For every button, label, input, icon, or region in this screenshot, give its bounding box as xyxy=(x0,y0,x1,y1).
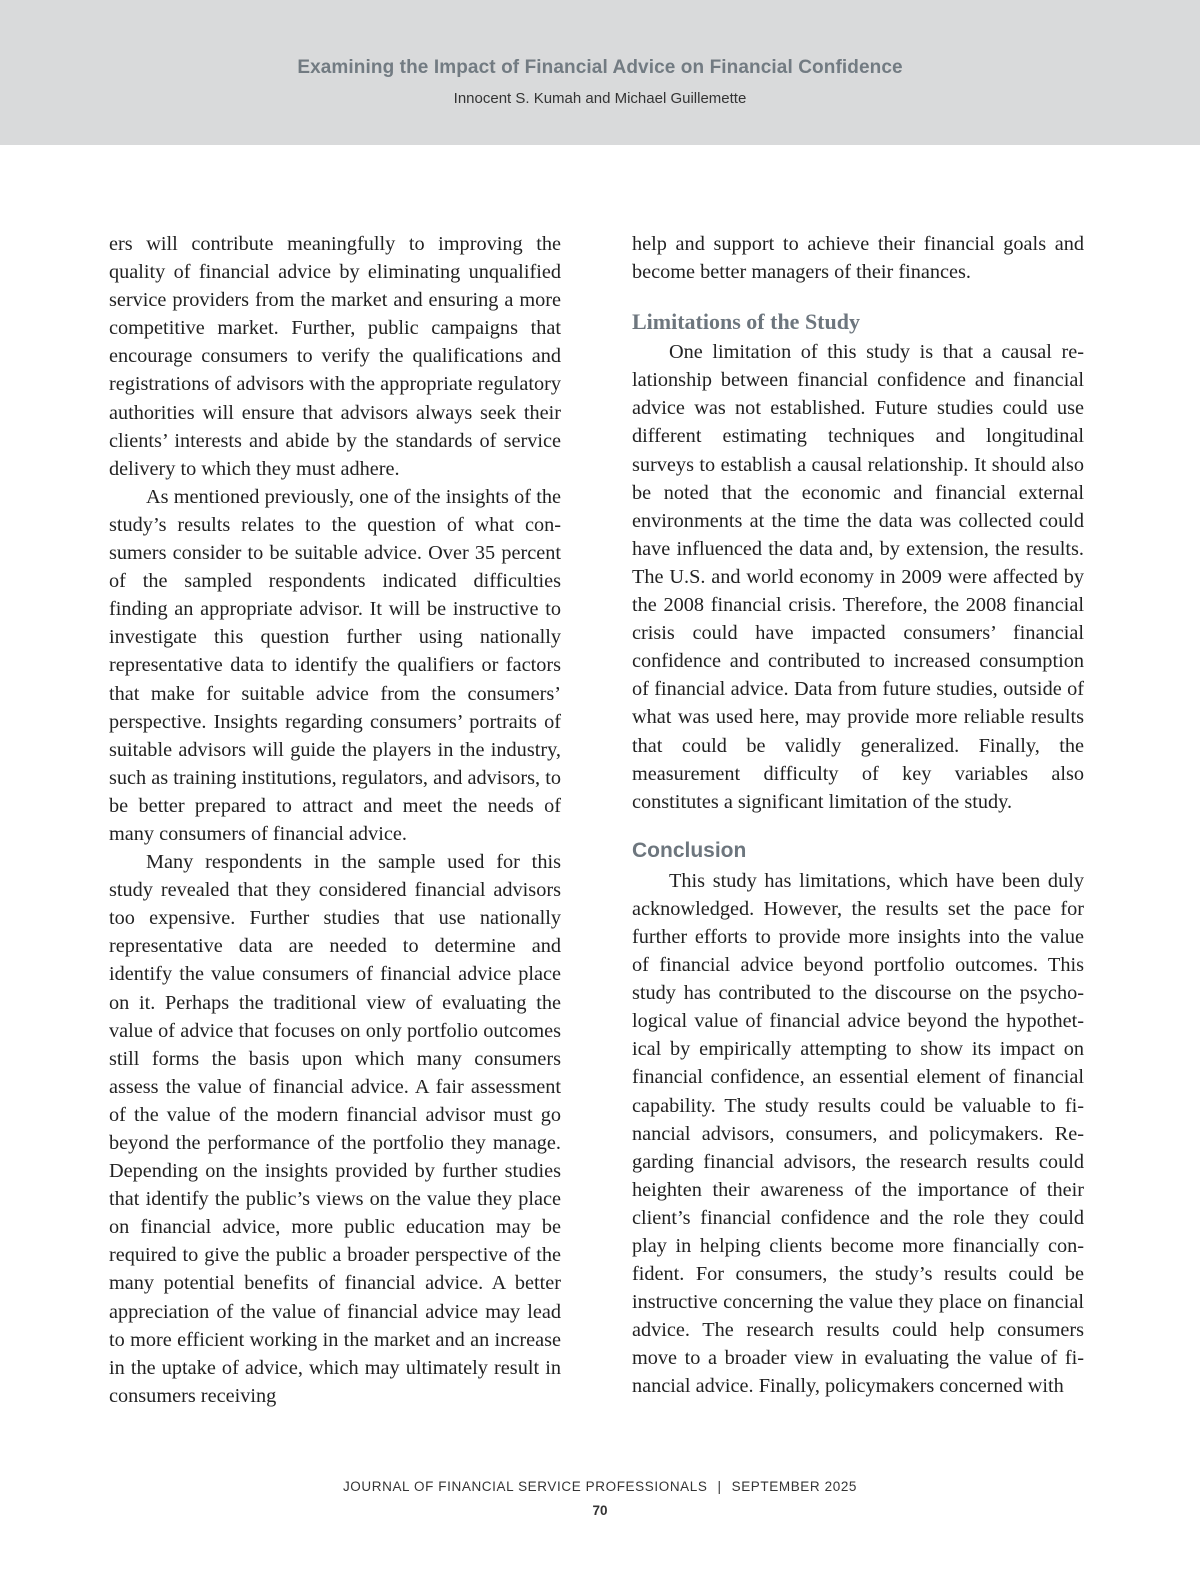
limitations-heading: Limitations of the Study xyxy=(632,309,860,335)
journal-name: JOURNAL OF FINANCIAL SERVICE PROFESSIONALS xyxy=(342,1479,708,1494)
paragraph-conclusion: This study has limitations, which have been duly acknowledged. However, the results set the pace for further efforts to provide more insights into the value of financial advice beyond portfolio outcomes. This study has contributed to the discourse on the psychological value of financial advice beyond the hypothetical by empirically attempting to show its impact on financial confidence, an essential element of financial capability. The study results could be valuable to financial advisors, consumers, and policymakers. Regarding financial advisors, the research results could heighten their awareness of the importance of their client’s financial confidence and the role they could play in helping clients become more financially confident. For consumers, the study’s results could be instructive concerning the value they place on financial advice. The research results could help consumers move to a broader view in evaluating the value of financial advice. Finally, policymakers concerned with xyxy=(632,869,1084,1398)
paragraph-limitations: One limitation of this study is that a causal relationship between financial confidence and financial advice was not established. Future studies could use different estimating techniques and longitudinal surveys to establish a causal relationship. It should also be noted that the economic and financial external environments at the time the data was collected could have influenced the data and, by extension, the results. The U.S. and world economy in 2009 were affected by the 2008 financial crisis. Therefore, the 2008 financial crisis could have impacted consumers’ financial confidence and contributed to increased consumption of financial advice. Data from future studies, outside of what was used here, may provide more reliable results that could be validly generalized. Finally, the measurement difficulty of key variables also constitutes a significant limitation of the study. xyxy=(632,341,1084,813)
running-header xyxy=(0,0,1200,145)
page-number: 70 xyxy=(592,1503,608,1518)
paragraph-continuation-right: help and support to achieve their financial goals and become better managers of their finances. xyxy=(632,233,1084,284)
article-title: Examining the Impact of Financial Advice on Financial Confidence xyxy=(297,57,903,78)
right-column xyxy=(632,230,1084,1401)
left-column xyxy=(109,230,561,1410)
article-authors: Innocent S. Kumah and Michael Guillemette xyxy=(453,90,747,107)
paragraph-continuation: ers will contribute meaningfully to improving the quality of financial advice by eliminating unqualified service providers from the market and ensuring a more competitive market. Further, public campaigns that encourage consumers to verify the qualifications and registrations of advisors with the appropriate regulatory authorities will ensure that advisors always seek their clients’ interests and abide by the standards of service delivery to which they must adhere. xyxy=(109,233,561,480)
conclusion-heading: Conclusion xyxy=(632,838,747,862)
paragraph-advisor-cost: Many respondents in the sample used for this study revealed that they considered financial advisors too expensive. Further studies that use nationally representative data are needed to determine and identify the value consumers of financial advice place on it. Perhaps the traditional view of evaluating the value of advice that focuses on only portfolio outcomes still forms the basis upon which many consumers assess the value of financial advice. A fair assessment of the value of the modern financial advisor must go beyond the performance of the portfolio they manage. Depending on the insights provided by further studies that identify the public’s views on the value they place on financial advice, more public education may be required to give the public a broader perspective of the many potential benefits of financial advice. A better appreciation of the value of financial advice may lead to more efficient working in the market and an increase in the uptake of advice, which may ultimately result in consumers receiving xyxy=(109,851,561,1407)
footer-journal-line xyxy=(0,1479,1200,1494)
paragraph-suitable-advice: As mentioned previously, one of the insights of the study’s results relates to the question of what consumers consider to be suitable advice. Over 35 percent of the sampled respondents indicated difficulties finding an appropriate advisor. It will be instructive to investigate this question further using nationally representative data to identify the qualifiers or factors that make for suitable advice from the consumers’ perspective. Insights regarding consumers’ portraits of suitable advisors will guide the players in the industry, such as training institutions, regulators, and advisors, to be better prepared to attract and meet the needs of many consumers of financial advice. xyxy=(109,485,561,845)
issue-date: SEPTEMBER 2025 xyxy=(731,1479,858,1494)
footer-separator: | xyxy=(717,1479,722,1494)
